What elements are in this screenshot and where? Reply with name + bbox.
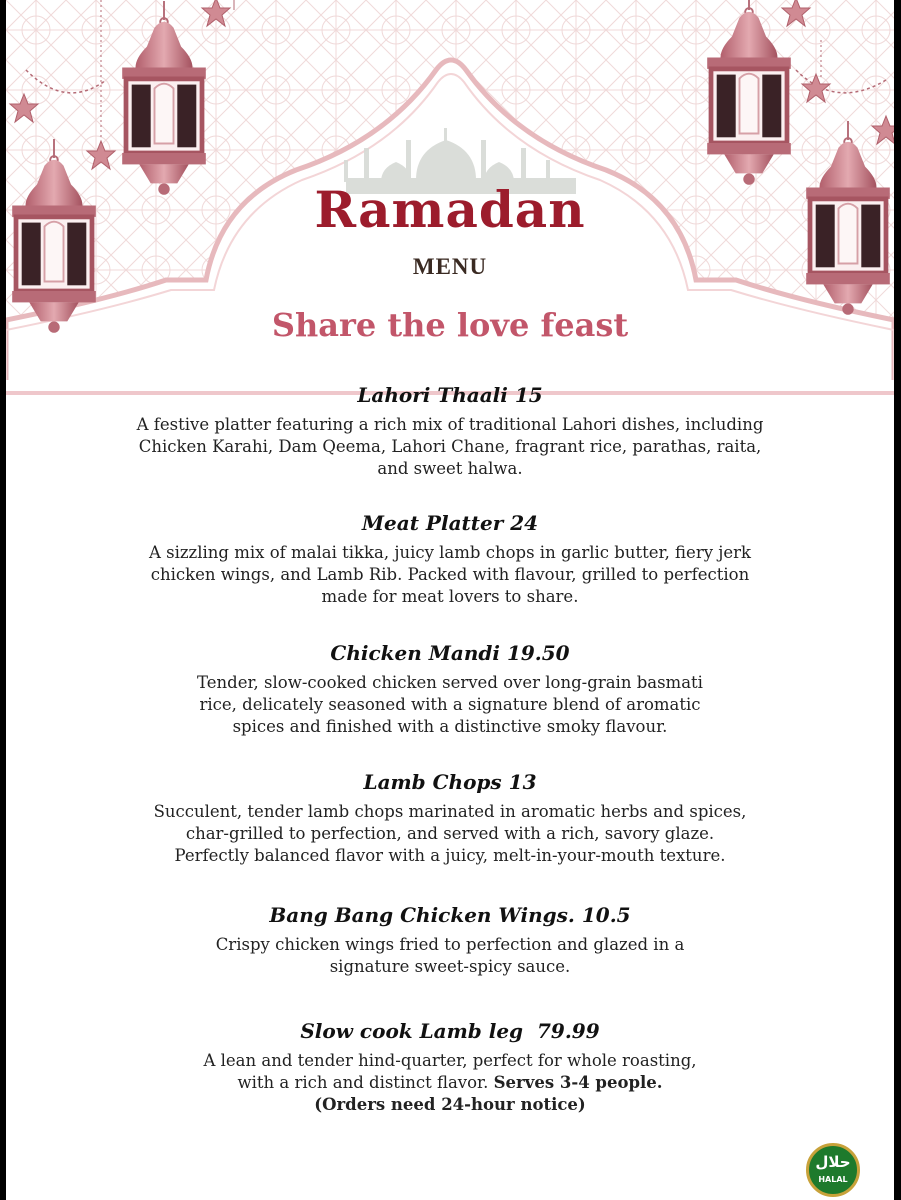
item-price: 13 <box>508 770 537 794</box>
description-line: Perfectly balanced flavor with a juicy, melt-in-your-mouth texture. <box>174 846 726 865</box>
item-description <box>6 672 894 738</box>
serves-note: Serves 3-4 people. <box>493 1073 663 1092</box>
item-name: Slow cook Lamb leg <box>300 1019 524 1043</box>
description-line: Tender, slow-cooked chicken served over long-grain basmati <box>197 673 703 692</box>
description-line: signature sweet-spicy sauce. <box>329 957 571 976</box>
description-line: Crispy chicken wings fried to perfection and glazed in a <box>215 935 685 954</box>
description-line: char-grilled to perfection, and served with a rich, savory glaze. <box>185 824 715 843</box>
item-heading <box>6 767 894 797</box>
item-heading <box>6 380 894 410</box>
description-line: Chicken Karahi, Dam Qeema, Lahori Chane, fragrant rice, parathas, raita, <box>138 437 762 456</box>
item-description <box>6 801 894 867</box>
menu-item <box>6 1016 894 1116</box>
menu-page <box>6 0 894 1200</box>
item-name: Meat Platter <box>361 511 504 535</box>
item-name: Lahori Thaali <box>357 383 508 407</box>
description-line: Succulent, tender lamb chops marinated in aromatic herbs and spices, <box>153 802 747 821</box>
item-price: 79.99 <box>536 1019 600 1043</box>
description-line: chicken wings, and Lamb Rib. Packed with flavour, grilled to perfection <box>150 565 750 584</box>
menu-tagline: Share the love feast <box>271 306 629 344</box>
halal-arabic: حلال <box>815 1153 851 1171</box>
menu-subtitle: MENU <box>412 254 488 279</box>
halal-label: HALAL <box>818 1175 848 1184</box>
description-line: A sizzling mix of malai tikka, juicy lamb chops in garlic butter, fiery jerk <box>148 543 752 562</box>
description-line: made for meat lovers to share. <box>321 587 579 606</box>
description-line: and sweet halwa. <box>377 459 523 478</box>
item-heading <box>6 508 894 538</box>
menu-item <box>6 767 894 867</box>
menu-item <box>6 900 894 978</box>
item-price: 15 <box>514 383 543 407</box>
item-description <box>6 542 894 608</box>
item-name: Chicken Mandi <box>330 641 500 665</box>
menu-item <box>6 638 894 738</box>
menu-title: Ramadan <box>314 180 586 239</box>
item-heading <box>6 900 894 930</box>
item-price: 19.50 <box>506 641 570 665</box>
description-line: A lean and tender hind-quarter, perfect for whole roasting, <box>203 1051 697 1070</box>
item-price: 10.5 <box>581 903 631 927</box>
menu-item <box>6 508 894 608</box>
description-line: spices and finished with a distinctive smoky flavour. <box>232 717 668 736</box>
item-price: 24 <box>510 511 539 535</box>
description-line: rice, delicately seasoned with a signature blend of aromatic <box>199 695 701 714</box>
description-text: with a rich and distinct flavor. <box>237 1073 489 1092</box>
item-heading <box>6 1016 894 1046</box>
item-name: Bang Bang Chicken Wings. <box>269 903 575 927</box>
item-description <box>6 1050 894 1116</box>
order-notice: (Orders need 24-hour notice) <box>314 1095 586 1114</box>
item-description <box>6 934 894 978</box>
description-line: A festive platter featuring a rich mix of traditional Lahori dishes, including <box>136 415 764 434</box>
menu-item <box>6 380 894 480</box>
item-name: Lamb Chops <box>363 770 502 794</box>
halal-badge-icon <box>806 1143 860 1197</box>
item-heading <box>6 638 894 668</box>
item-description <box>6 414 894 480</box>
description-line <box>6 1072 894 1094</box>
